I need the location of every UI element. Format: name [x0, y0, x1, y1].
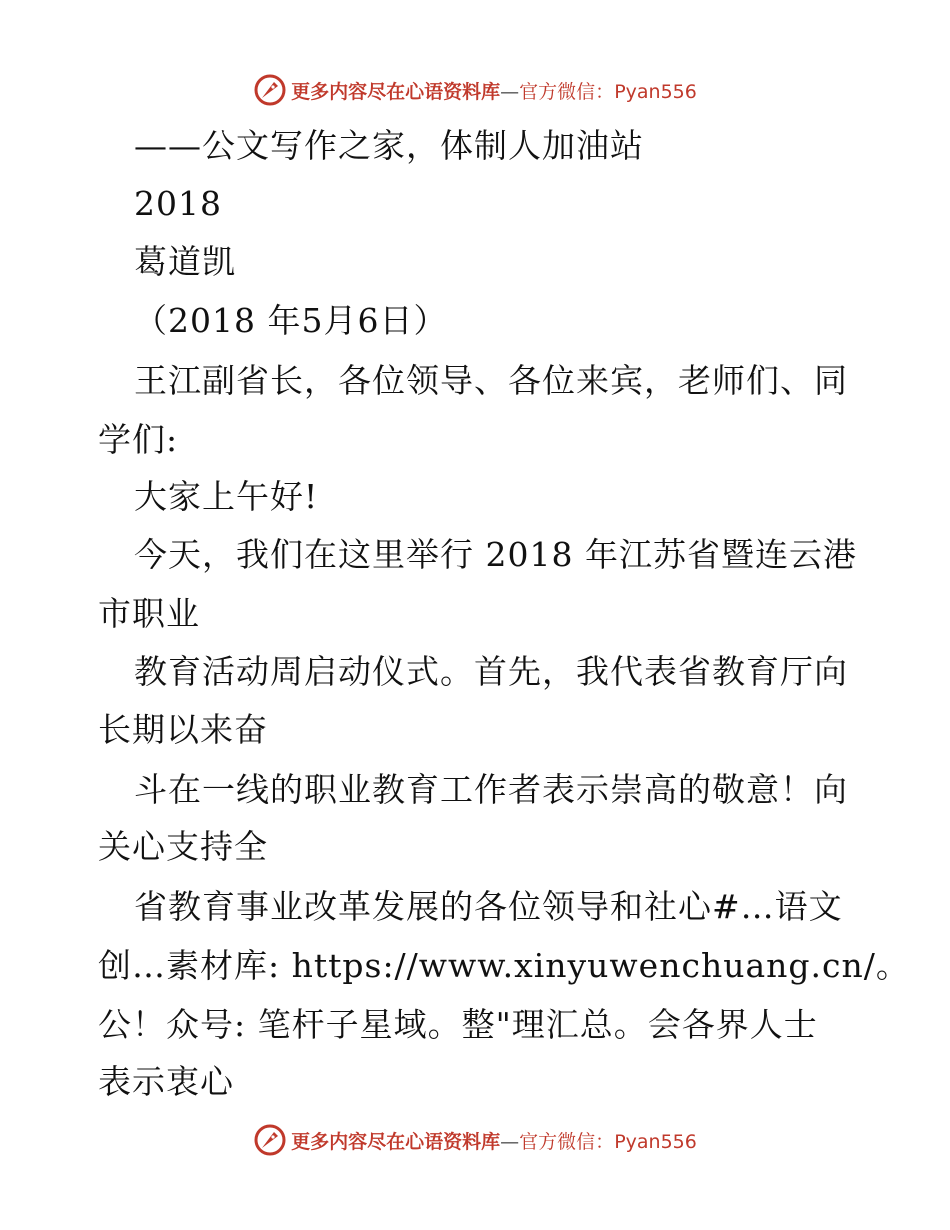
- doc-line-17: 表示衷心: [98, 1062, 234, 1101]
- footer-banner-text: [291, 1127, 697, 1154]
- doc-line-6: 学们:: [98, 420, 179, 459]
- pen-nib-logo-icon: [253, 1123, 287, 1157]
- header-promo-text: 更多内容尽在心语资料库: [291, 80, 501, 103]
- doc-line-8: 今天，我们在这里举行 2018 年江苏省暨连云港: [134, 535, 857, 574]
- doc-line-13: 关心支持全: [98, 827, 268, 866]
- doc-line-9: 市职业: [98, 594, 200, 633]
- doc-line-2: 2018: [134, 184, 222, 223]
- header-dash: —: [500, 80, 520, 103]
- doc-line-14: 省教育事业改革发展的各位领导和社心#…语文: [134, 887, 843, 926]
- doc-line-12: 斗在一线的职业教育工作者表示崇高的敬意！向: [134, 770, 848, 809]
- header-wechat-id: Pyan556: [614, 80, 697, 103]
- doc-line-10: 教育活动周启动仪式。首先，我代表省教育厅向: [134, 652, 848, 691]
- doc-line-3: 葛道凯: [134, 242, 236, 281]
- doc-line-15: 创…素材库: https://www.xinyuwenchuang.cn/。: [98, 946, 910, 985]
- footer-banner: [0, 1120, 950, 1160]
- doc-line-16: 公！众号: 笔杆子星域。整"理汇总。会各界人士: [98, 1005, 818, 1044]
- footer-promo-text: 更多内容尽在心语资料库: [291, 1130, 501, 1153]
- header-wechat-label: 官方微信：: [519, 80, 615, 103]
- doc-line-5: 王江副省长，各位领导、各位来宾，老师们、同: [134, 361, 848, 400]
- footer-wechat-id: Pyan556: [614, 1130, 697, 1153]
- footer-wechat-label: 官方微信：: [519, 1130, 615, 1153]
- doc-line-4: （2018 年5月6日）: [134, 301, 448, 340]
- doc-line-11: 长期以来奋: [98, 710, 268, 749]
- footer-dash: —: [500, 1130, 520, 1153]
- doc-line-1: ——公文写作之家，体制人加油站: [134, 126, 644, 165]
- doc-line-7: 大家上午好!: [134, 477, 319, 516]
